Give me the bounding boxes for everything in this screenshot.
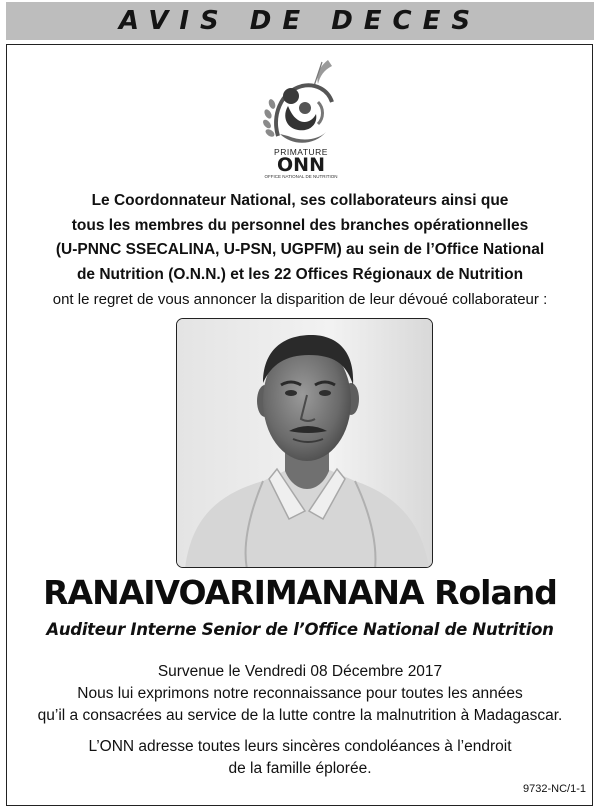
- logo-subtitle-text: OFFICE NATIONAL DE NUTRITION: [264, 174, 338, 179]
- regret-line: ont le regret de vous annoncer la disparition de leur dévoué collaborateur :: [52, 291, 548, 308]
- thanks-line-1: Nous lui exprimons notre reconnaissance pour toutes les années: [77, 685, 523, 702]
- intro-line: Le Coordonnateur National, ses collaborateurs ainsi que: [91, 192, 509, 209]
- logo-primature-text: PRIMATURE: [274, 147, 328, 157]
- onn-emblem-icon: [258, 56, 344, 148]
- thanks-line-2: qu’il a consacrées au service de la lutte contre la malnutrition à Madagascar.: [37, 707, 563, 724]
- intro-paragraph: [16, 189, 584, 287]
- notice-header: [6, 2, 594, 40]
- deceased-name: RANAIVOARIMANANA Roland: [43, 573, 557, 612]
- onn-logo: [258, 56, 344, 178]
- intro-line: (U-PNNC SSECALINA, U-PSN, UGPFM) au sein de l’Office National: [55, 241, 545, 258]
- intro-line: tous les membres du personnel des branches opérationnelles: [71, 216, 529, 234]
- condolence-line-2: de la famille éplorée.: [228, 760, 372, 777]
- portrait-image: [177, 319, 433, 568]
- logo-onn-text: ONN: [277, 154, 325, 176]
- reference-code: 9732-NC/1-1: [523, 783, 586, 795]
- intro-line: de Nutrition (O.N.N.) et les 22 Offices Régionaux de Nutrition: [76, 265, 524, 283]
- deceased-role: Auditeur Interne Senior de l’Office National de Nutrition: [46, 620, 554, 639]
- notice-title: AVIS DE DECES: [118, 6, 482, 36]
- date-line: Survenue le Vendredi 08 Décembre 2017: [157, 663, 443, 680]
- paragraph-gap: [10, 727, 590, 736]
- portrait-photo: [176, 318, 433, 568]
- notice-body: [10, 661, 590, 780]
- condolence-line-1: L’ONN adresse toutes leurs sincères condoléances à l’endroit: [88, 738, 512, 755]
